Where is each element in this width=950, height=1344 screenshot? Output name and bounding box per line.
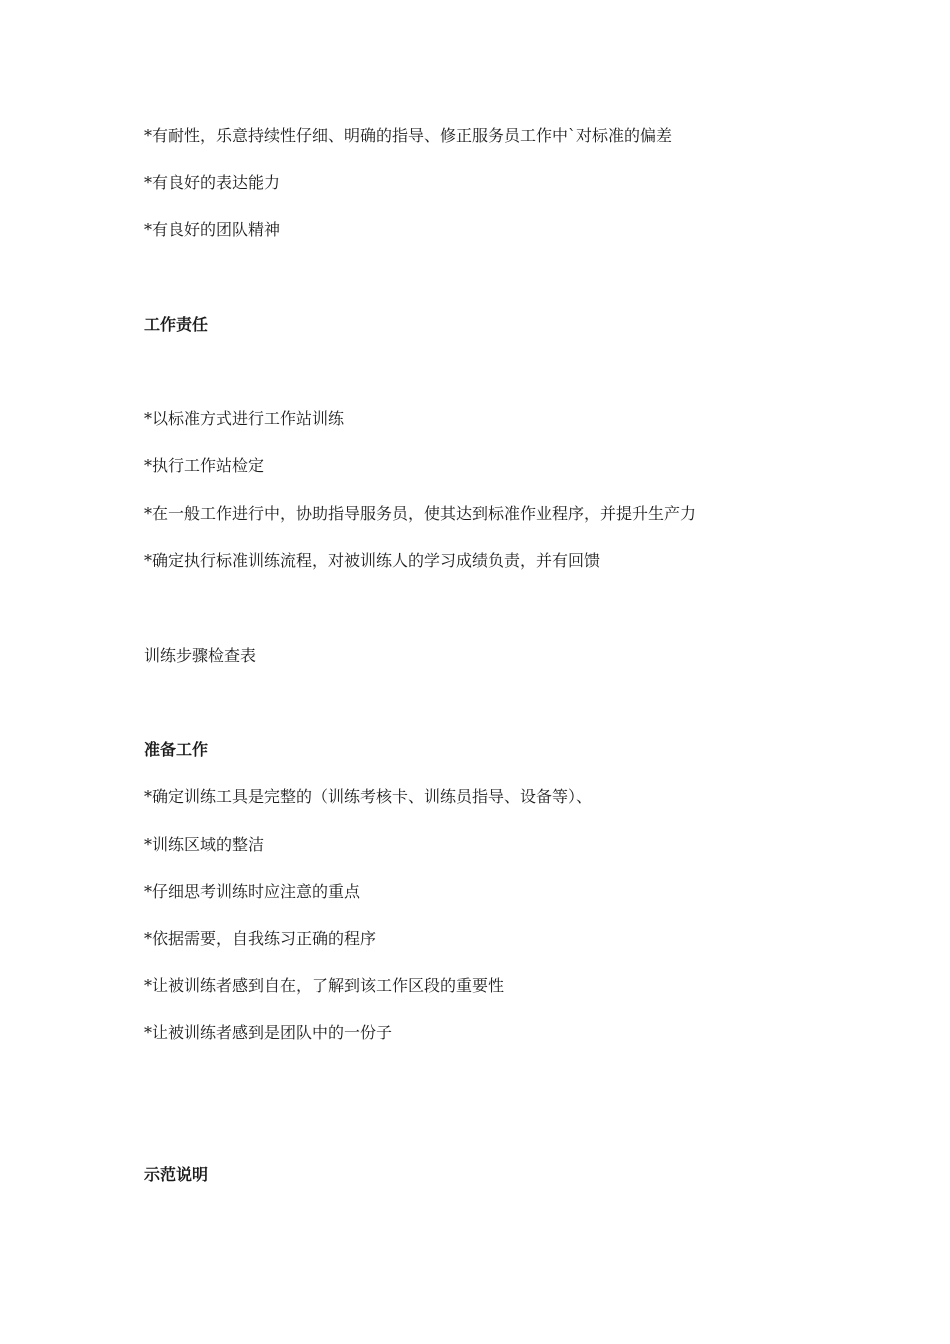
- responsibility-item: *执行工作站检定: [144, 456, 265, 475]
- preparation-item: *确定训练工具是完整的（训练考核卡、训练员指导、设备等）、: [144, 787, 593, 806]
- responsibility-item: *以标准方式进行工作站训练: [144, 409, 345, 428]
- quality-item: *有良好的团队精神: [144, 220, 281, 239]
- quality-item: *有耐性，乐意持续性仔细、明确的指导、修正服务员工作中`对标准的偏差: [144, 126, 673, 145]
- checklist-title: 训练步骤检查表: [144, 646, 257, 665]
- section-heading-preparation: 准备工作: [144, 740, 209, 759]
- preparation-item: *让被训练者感到自在，了解到该工作区段的重要性: [144, 976, 505, 995]
- section-heading-responsibilities: 工作责任: [144, 315, 209, 334]
- preparation-item: *仔细思考训练时应注意的重点: [144, 882, 361, 901]
- responsibility-item: *在一般工作进行中，协助指导服务员，使其达到标准作业程序，并提升生产力: [144, 504, 697, 523]
- preparation-item: *让被训练者感到是团队中的一份子: [144, 1023, 393, 1042]
- section-heading-demonstration: 示范说明: [144, 1165, 209, 1184]
- quality-item: *有良好的表达能力: [144, 173, 281, 192]
- responsibility-item: *确定执行标准训练流程，对被训练人的学习成绩负责，并有回馈: [144, 551, 601, 570]
- preparation-item: *依据需要，自我练习正确的程序: [144, 929, 377, 948]
- preparation-item: *训练区域的整洁: [144, 835, 265, 854]
